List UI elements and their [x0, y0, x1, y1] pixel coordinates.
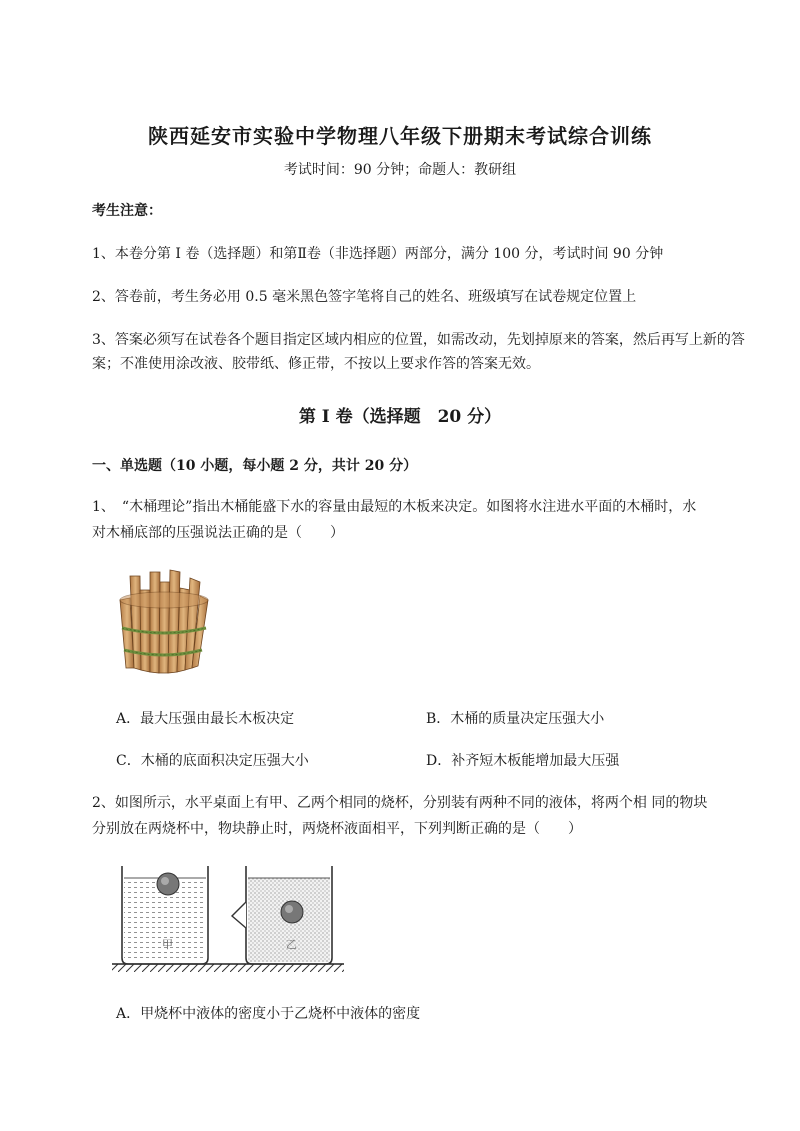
notice-item-2: 2、答卷前，考生务必用 0.5 毫米黑色签字笔将自己的姓名、班级填写在试卷规定位置上: [92, 289, 637, 305]
question-1-stem-line-2: 对木桶底部的压强说法正确的是（ ）: [92, 525, 344, 541]
section-title: 第 I 卷（选择题 20 分）: [298, 407, 502, 427]
notice-heading: 考生注意：: [92, 203, 162, 219]
question-2-stem-line-1: 2、如图所示，水平桌面上有甲、乙两个相同的烧杯，分别装有两种不同的液体，将两个相 同的物块: [92, 795, 708, 811]
page-title: 陕西延安市实验中学物理八年级下册期末考试综合训练: [148, 124, 652, 148]
notice-item-3: 3、答案必须写在试卷各个题目指定区域内相应的位置，如需改动，先划掉原来的答案，然后再写上新的答案；不准使用涂改液、胶带纸、修正带，不按以上要求作答的答案无效。: [92, 332, 745, 372]
question-1-option-b[interactable]: B．木桶的质量决定压强大小: [426, 711, 605, 727]
question-2-option-a[interactable]: A．甲烧杯中液体的密度小于乙烧杯中液体的密度: [116, 1006, 421, 1022]
exam-info: 考试时间：90 分钟；命题人：教研组: [283, 162, 517, 178]
wooden-bucket-figure: [108, 568, 218, 678]
notice-item-1: 1、本卷分第 I 卷（选择题）和第Ⅱ卷（非选择题）两部分，满分 100 分，考试时间 90 分钟: [92, 246, 664, 262]
question-1-option-c[interactable]: C．木桶的底面积决定压强大小: [116, 753, 309, 769]
question-2-stem-line-2: 分别放在两烧杯中，物块静止时，两烧杯液面相平，下列判断正确的是（ ）: [92, 821, 582, 837]
question-1-option-a[interactable]: A．最大压强由最长木板决定: [116, 711, 295, 727]
beakers-figure: [110, 860, 350, 978]
beaker-right-label: 乙: [286, 938, 297, 951]
beaker-left-label: 甲: [162, 938, 173, 951]
question-1-stem-line-1: 1、 “木桶理论”指出木桶能盛下水的容量由最短的木板来决定。如图将水注进水平面的木桶时，水: [92, 499, 697, 515]
part-heading: 一、单选题（10 小题，每小题 2 分，共计 20 分）: [92, 458, 418, 474]
question-1-option-d[interactable]: D．补齐短木板能增加最大压强: [426, 753, 620, 769]
